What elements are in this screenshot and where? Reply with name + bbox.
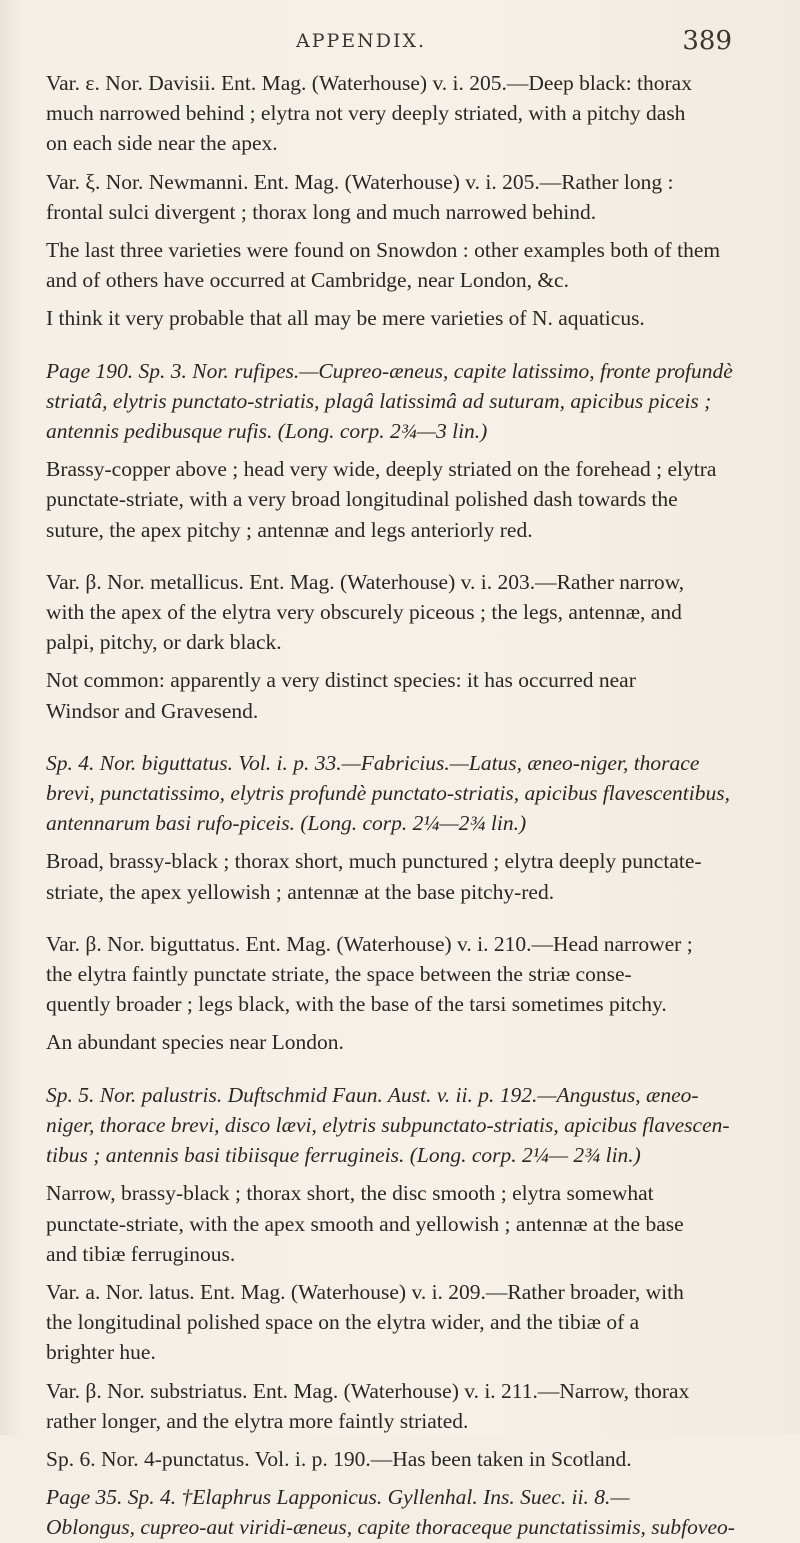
text-line: punctate-striate, with a very broad longitudinal polished dash towards the — [46, 487, 678, 512]
text-line: much narrowed behind ; elytra not very deeply striated, with a pitchy dash — [46, 101, 686, 126]
paragraph-sp3-rufipes — [46, 356, 766, 447]
text-line: Not common: apparently a very distinct species: it has occurred near — [46, 668, 636, 693]
paragraph-abundant-species — [46, 1027, 766, 1057]
text-line: the longitudinal polished space on the elytra wider, and the tibiæ of a — [46, 1310, 640, 1335]
paragraph-palustris-description — [46, 1178, 766, 1269]
page-body — [46, 68, 766, 1543]
paragraph-var-latus — [46, 1277, 766, 1368]
paragraph-sp4-biguttatus — [46, 748, 766, 839]
paragraph-var-newmanni — [46, 167, 766, 227]
text-line: Sp. 6. Nor. 4-punctatus. Vol. i. p. 190.—Has been taken in Scotland. — [46, 1446, 632, 1471]
page-number: 389 — [682, 26, 732, 56]
page-header — [0, 26, 800, 56]
text-line: suture, the apex pitchy ; antennæ and legs anteriorly red. — [46, 517, 533, 542]
text-line: tibus ; antennis basi tibiisque ferrugineis. (Long. corp. 2¼— 2¾ lin.) — [46, 1143, 641, 1168]
text-line: antennarum basi rufo-piceis. (Long. corp. 2¼—2¾ lin.) — [46, 811, 527, 836]
text-line: Sp. 4. Nor. biguttatus. Vol. i. p. 33.—Fabricius.—Latus, æneo-niger, thorace — [46, 750, 700, 775]
text-line: Page 35. Sp. 4. †Elaphrus Lapponicus. Gyllenhal. Ins. Suec. ii. 8.— — [46, 1485, 630, 1510]
text-line: striate, the apex yellowish ; antennæ at the base pitchy-red. — [46, 879, 555, 904]
paragraph-rufipes-description — [46, 454, 766, 545]
text-line: Var. a. Nor. latus. Ent. Mag. (Waterhouse) v. i. 209.—Rather broader, with — [46, 1279, 684, 1304]
text-line: and tibiæ ferruginous. — [46, 1241, 236, 1266]
text-line: with the apex of the elytra very obscurely piceous ; the legs, antennæ, and — [46, 600, 682, 625]
text-line: brevi, punctatissimo, elytris profundè punctato-striatis, apicibus flavescentibus, — [46, 781, 730, 806]
paragraph-var-substriatus — [46, 1376, 766, 1436]
text-line: palpi, pitchy, or dark black. — [46, 630, 282, 655]
text-line: The last three varieties were found on Snowdon : other examples both of them — [46, 238, 721, 263]
text-line: Page 190. Sp. 3. Nor. rufipes.—Cupreo-æneus, capite latissimo, fronte profundè — [46, 358, 733, 383]
text-line: Var. ε. Nor. Davisii. Ent. Mag. (Waterhouse) v. i. 205.—Deep black: thorax — [46, 71, 692, 95]
text-line: quently broader ; legs black, with the base of the tarsi sometimes pitchy. — [46, 992, 667, 1017]
text-line: Var. β. Nor. biguttatus. Ent. Mag. (Waterhouse) v. i. 210.—Head narrower ; — [46, 931, 693, 956]
paragraph-sp6-4-punctatus — [46, 1444, 766, 1474]
paragraph-snowdon-note — [46, 235, 766, 295]
text-line: An abundant species near London. — [46, 1030, 344, 1055]
text-line: Brassy-copper above ; head very wide, deeply striated on the forehead ; elytra — [46, 457, 717, 482]
text-line: I think it very probable that all may be mere varieties of N. aquaticus. — [46, 306, 645, 331]
paragraph-elaphrus-lapponicus — [46, 1482, 766, 1542]
paragraph-biguttatus-description — [46, 846, 766, 906]
text-line: frontal sulci divergent ; thorax long and much narrowed behind. — [46, 199, 597, 224]
paragraph-sp5-palustris — [46, 1080, 766, 1171]
text-line: the elytra faintly punctate striate, the space between the striæ conse- — [46, 962, 632, 987]
text-line: and of others have occurred at Cambridge, near London, &c. — [46, 268, 569, 293]
paragraph-var-davisii — [46, 68, 766, 159]
text-line: on each side near the apex. — [46, 131, 278, 156]
text-line: Sp. 5. Nor. palustris. Duftschmid Faun. Aust. v. ii. p. 192.—Angustus, æneo- — [46, 1082, 699, 1107]
text-line: rather longer, and the elytra more faintly striated. — [46, 1408, 469, 1433]
text-line: Narrow, brassy-black ; thorax short, the disc smooth ; elytra somewhat — [46, 1181, 654, 1206]
text-line: punctate-striate, with the apex smooth and yellowish ; antennæ at the base — [46, 1211, 684, 1236]
text-line: Var. ξ. Nor. Newmanni. Ent. Mag. (Waterhouse) v. i. 205.—Rather long : — [46, 169, 674, 194]
text-line: niger, thorace brevi, disco lævi, elytris subpunctato-striatis, apicibus flavescen- — [46, 1112, 730, 1137]
text-line: Windsor and Gravesend. — [46, 698, 259, 723]
paragraph-not-common — [46, 665, 766, 725]
paragraph-var-biguttatus — [46, 929, 766, 1020]
running-head: APPENDIX. — [296, 30, 427, 52]
text-line: brighter hue. — [46, 1340, 156, 1365]
text-line: striatâ, elytris punctato-striatis, plagâ latissimâ ad suturam, apicibus piceis ; — [46, 388, 712, 413]
text-line: Var. β. Nor. substriatus. Ent. Mag. (Waterhouse) v. i. 211.—Narrow, thorax — [46, 1378, 690, 1403]
text-line: Var. β. Nor. metallicus. Ent. Mag. (Waterhouse) v. i. 203.—Rather narrow, — [46, 569, 685, 594]
paragraph-var-metallicus — [46, 567, 766, 658]
text-line: Broad, brassy-black ; thorax short, much punctured ; elytra deeply punctate- — [46, 849, 702, 874]
paragraph-varieties-note — [46, 303, 766, 333]
text-line: antennis pedibusque rufis. (Long. corp. 2¾—3 lin.) — [46, 419, 488, 444]
text-line: Oblongus, cupreo-aut viridi-æneus, capite thoraceque punctatissimis, subfoveo- — [46, 1515, 735, 1540]
